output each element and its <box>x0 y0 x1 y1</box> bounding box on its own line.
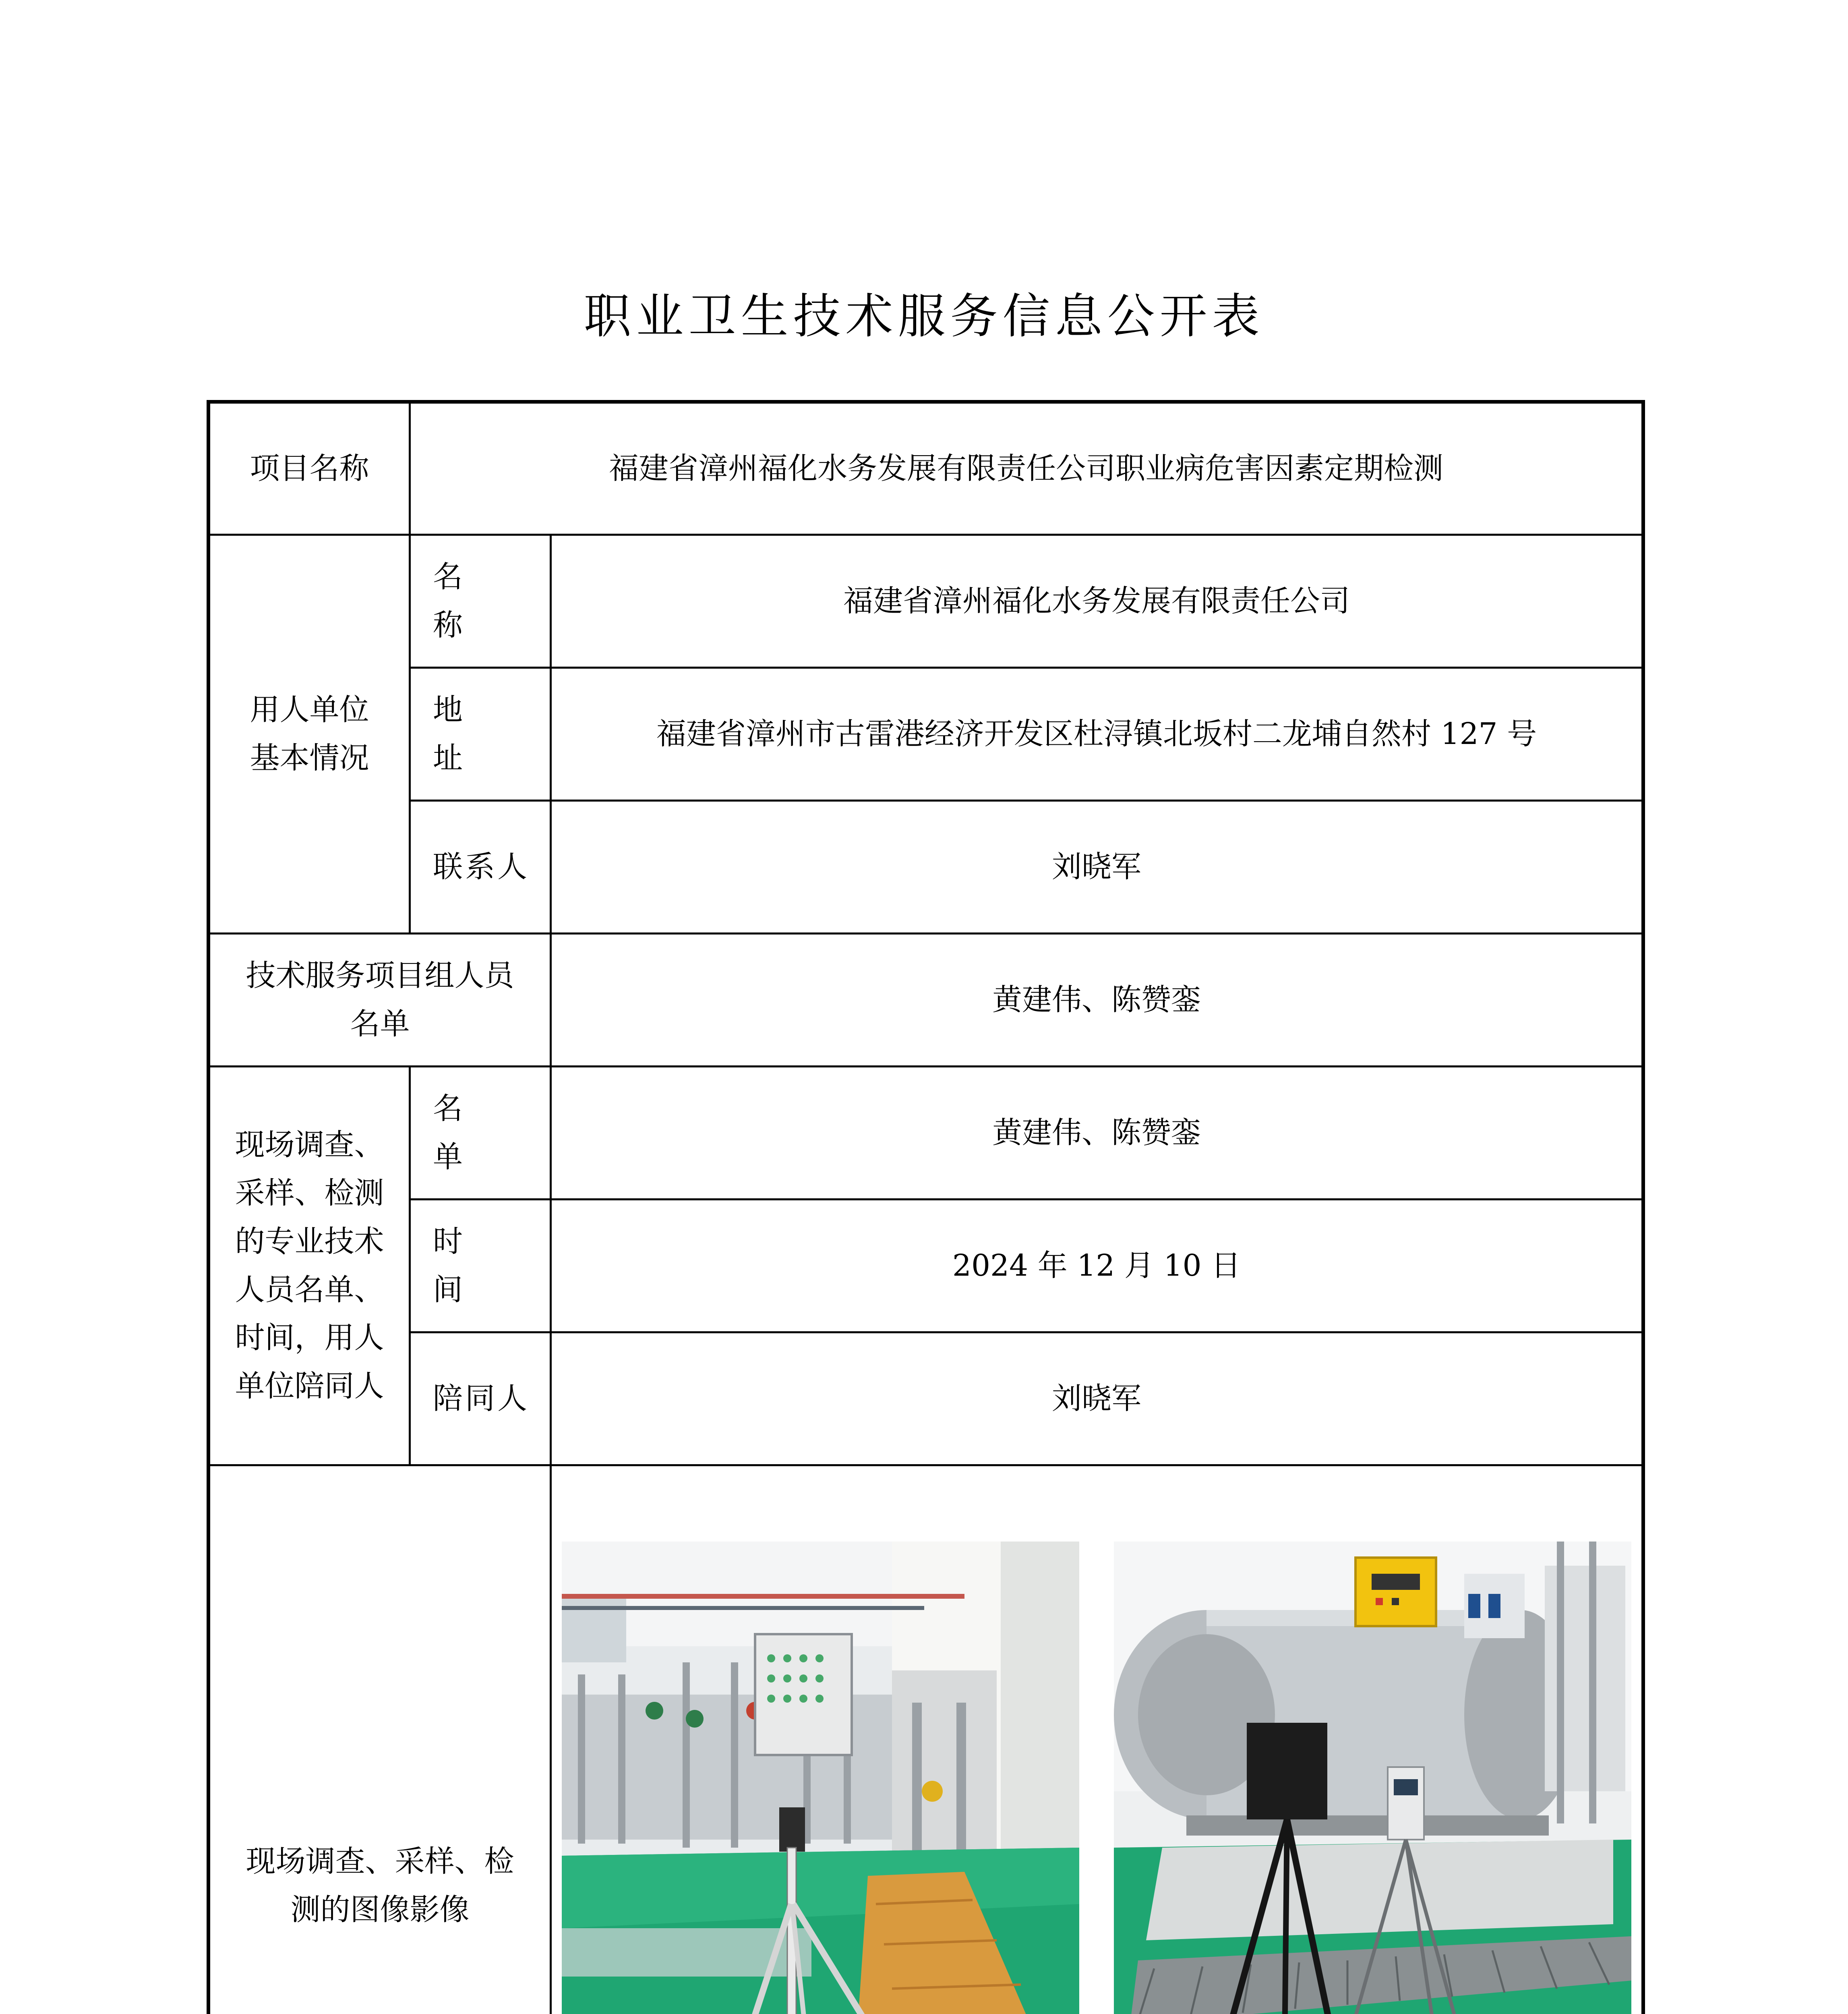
row-project <box>209 402 1643 535</box>
survey-label-line: 人员名单、 <box>235 1272 384 1307</box>
employer-label-line1: 用人单位 <box>250 692 369 727</box>
survey-time-label: 时 间 <box>410 1200 551 1332</box>
row-employer-contact <box>209 801 1643 934</box>
team-members: 黄建伟、陈赞銮 <box>551 934 1643 1067</box>
contact-label: 联系人 <box>410 801 551 934</box>
survey-label-lines <box>235 1121 384 1411</box>
images-cell <box>551 1465 1643 2014</box>
images-label-line2: 测的图像影像 <box>290 1892 470 1927</box>
employer-name: 福建省漳州福化水务发展有限责任公司 <box>551 535 1643 668</box>
site-photo-1 <box>562 1542 1079 2014</box>
photo-strip <box>552 1542 1641 2014</box>
row-survey-list <box>209 1067 1643 1200</box>
team-label <box>209 934 551 1067</box>
site-photo-2 <box>1114 1542 1631 2014</box>
survey-label-line: 时间，用人 <box>235 1320 384 1355</box>
survey-label-line: 现场调查、 <box>235 1127 384 1162</box>
row-images <box>209 1465 1643 2014</box>
employer-contact: 刘晓军 <box>551 801 1643 934</box>
survey-escort-label: 陪同人 <box>410 1332 551 1465</box>
employer-address: 福建省漳州市古雷港经济开发区杜浔镇北坂村二龙埔自然村 127 号 <box>551 668 1643 801</box>
page-title: 职业卫生技术服务信息公开表 <box>584 288 1264 344</box>
project-name: 福建省漳州福化水务发展有限责任公司职业病危害因素定期检测 <box>410 402 1643 535</box>
images-label-line1: 现场调查、采样、检 <box>246 1844 514 1879</box>
site-photo-1-image <box>562 1542 1079 2014</box>
row-survey-time <box>209 1200 1643 1332</box>
row-team <box>209 934 1643 1067</box>
row-employer-name <box>209 535 1643 668</box>
row-survey-escort <box>209 1332 1643 1465</box>
survey-list-label: 名 单 <box>410 1067 551 1200</box>
survey-label-line: 单位陪同人 <box>235 1369 384 1404</box>
project-label: 项目名称 <box>209 402 410 535</box>
site-photo-2-image <box>1114 1542 1631 2014</box>
team-label-line1: 技术服务项目组人员 <box>246 958 514 993</box>
survey-label <box>209 1067 410 1465</box>
name-label: 名 称 <box>410 535 551 668</box>
images-label <box>209 1465 551 2014</box>
address-label: 地 址 <box>410 668 551 801</box>
survey-escort: 刘晓军 <box>551 1332 1643 1465</box>
employer-label <box>209 535 410 934</box>
survey-label-line: 采样、检测 <box>235 1175 384 1210</box>
row-employer-address <box>209 668 1643 801</box>
survey-time: 2024 年 12 月 10 日 <box>551 1200 1643 1332</box>
info-table <box>207 400 1645 2014</box>
team-label-line2: 名单 <box>350 1006 410 1041</box>
survey-label-line: 的专业技术 <box>235 1224 384 1259</box>
survey-list: 黄建伟、陈赞銮 <box>551 1067 1643 1200</box>
employer-label-line2: 基本情况 <box>250 740 369 775</box>
